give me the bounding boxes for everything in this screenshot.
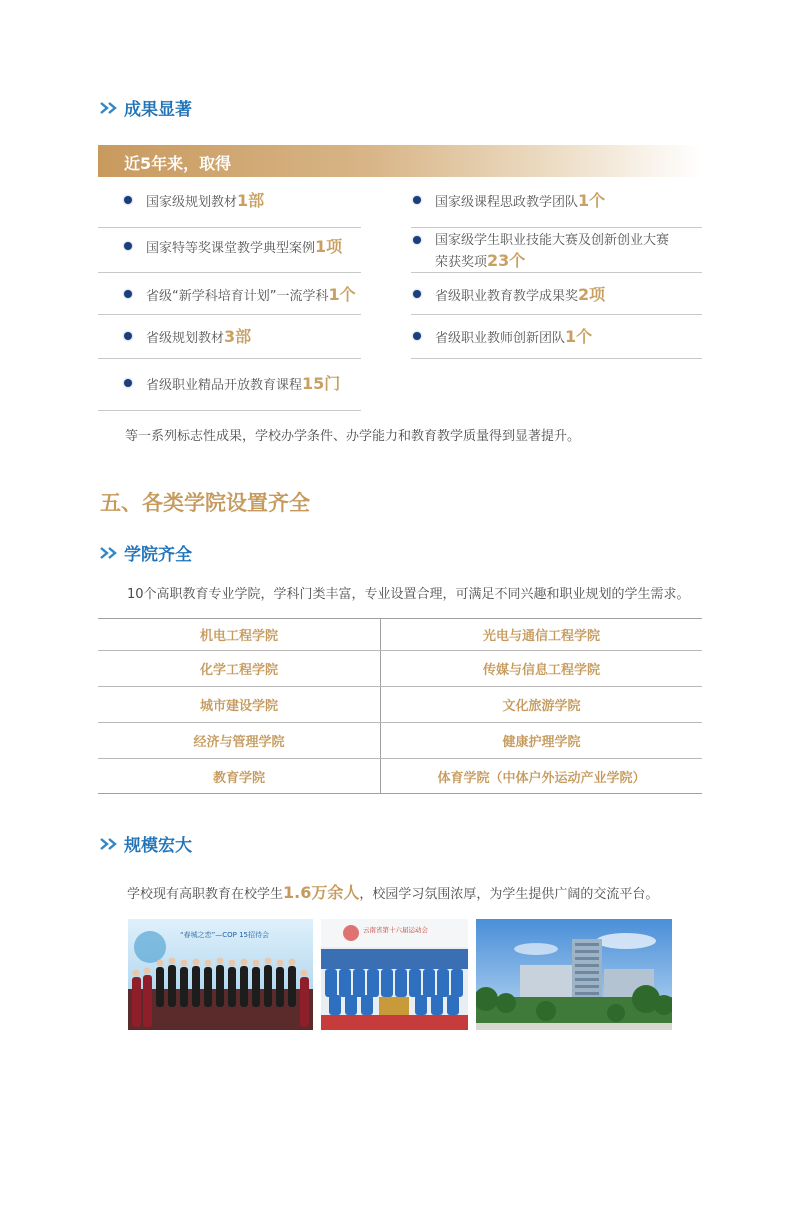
table-row [98, 723, 702, 759]
achievement-text: 国家级学生职业技能大赛及创新创业大赛 [435, 233, 670, 248]
achievement-number: 1个 [578, 191, 606, 210]
achievement-text: 国家级课程思政教学团队 [435, 195, 579, 210]
divider [98, 358, 361, 359]
photo-campus-building [476, 919, 672, 1030]
colleges-table [98, 618, 702, 794]
scale-text-post: ，校园学习氛围浓厚，为学生提供广阔的交流平台。 [359, 887, 659, 902]
table-row [98, 619, 702, 651]
achievement-item [124, 374, 340, 396]
achievement-item [413, 327, 592, 349]
college-cell: 教育学院 [98, 759, 381, 793]
bullet-icon [124, 290, 132, 298]
bullet-icon [413, 236, 421, 244]
achievements-summary: 等一系列标志性成果，学校办学条件、办学能力和教育教学质量得到显著提升。 [125, 429, 581, 444]
photo-banner-text: 云南省第十六届运动会 [363, 926, 428, 934]
achievement-item [413, 285, 605, 307]
double-chevron-icon [100, 102, 118, 114]
section-header-achievements [100, 95, 192, 120]
section-header-colleges [100, 540, 192, 565]
college-cell: 传媒与信息工程学院 [482, 663, 600, 678]
banner-text: 近5年来，取得 [124, 154, 232, 173]
achievement-item [413, 191, 605, 213]
achievement-item [124, 237, 342, 259]
achievement-item [124, 327, 251, 349]
divider [411, 272, 702, 273]
section-header-scale [100, 831, 192, 856]
achievement-number: 3部 [224, 327, 252, 346]
achievement-text: 省级职业精品开放教育课程 [146, 378, 303, 393]
achievement-text: 省级规划教材 [146, 331, 225, 346]
section-title: 规模宏大 [124, 836, 192, 856]
divider [98, 314, 361, 315]
divider [411, 314, 702, 315]
college-cell: 经济与管理学院 [98, 723, 381, 758]
college-cell: 机电工程学院 [98, 619, 381, 650]
achievement-number: 2项 [578, 285, 606, 304]
table-row [98, 651, 702, 687]
divider [98, 410, 361, 411]
divider [411, 358, 702, 359]
college-cell: 体育学院（中体户外运动产业学院） [437, 770, 646, 786]
table-row [98, 687, 702, 723]
achievement-item [413, 231, 669, 273]
divider [98, 272, 361, 273]
achievement-text: 国家特等奖课堂教学典型案例 [146, 241, 316, 256]
college-cell: 化学工程学院 [98, 651, 381, 686]
achievement-number: 15门 [302, 374, 341, 393]
achievement-item [124, 191, 264, 213]
achievement-text: 省级“新学科培育计划”一流学科 [146, 289, 329, 304]
achievement-text-line2: 荣获奖项 [435, 255, 488, 270]
bullet-icon [413, 290, 421, 298]
double-chevron-icon [100, 547, 118, 559]
achievement-number: 23个 [487, 251, 526, 270]
college-cell: 文化旅游学院 [502, 699, 581, 714]
photo-banner-text: “春城之恋”—COP 15招待会 [180, 931, 270, 939]
scale-description [127, 880, 658, 903]
divider [98, 227, 361, 228]
bullet-icon [124, 379, 132, 387]
bullet-icon [124, 242, 132, 250]
section-title: 成果显著 [124, 100, 192, 120]
scale-text-pre: 学校现有高职教育在校学生 [127, 887, 284, 902]
bullet-icon [413, 332, 421, 340]
college-cell: 光电与通信工程学院 [482, 629, 600, 644]
student-count-highlight: 1.6万余人 [283, 883, 360, 902]
bullet-icon [124, 196, 132, 204]
bullet-icon [413, 196, 421, 204]
achievement-item [124, 285, 356, 307]
section-title: 学院齐全 [124, 545, 192, 565]
bullet-icon [124, 332, 132, 340]
achievements-banner [98, 145, 702, 177]
colleges-description: 10个高职教育专业学院，学科门类丰富，专业设置合理，可满足不同兴趣和职业规划的学生需求。 [127, 587, 690, 602]
chapter-title: 五、各类学院设置齐全 [100, 491, 310, 515]
college-cell: 城市建设学院 [98, 687, 381, 722]
achievement-number: 1部 [237, 191, 265, 210]
achievement-text: 省级职业教师创新团队 [435, 331, 566, 346]
table-row [98, 759, 702, 793]
photo-sports-team [321, 919, 468, 1030]
photo-reception [128, 919, 313, 1030]
double-chevron-icon [100, 838, 118, 850]
achievement-number: 1项 [315, 237, 343, 256]
achievement-text: 省级职业教育教学成果奖 [435, 289, 579, 304]
divider [411, 227, 702, 228]
achievement-text: 国家级规划教材 [146, 195, 238, 210]
achievement-number: 1个 [565, 327, 593, 346]
college-cell: 健康护理学院 [502, 735, 581, 750]
achievement-number: 1个 [328, 285, 356, 304]
